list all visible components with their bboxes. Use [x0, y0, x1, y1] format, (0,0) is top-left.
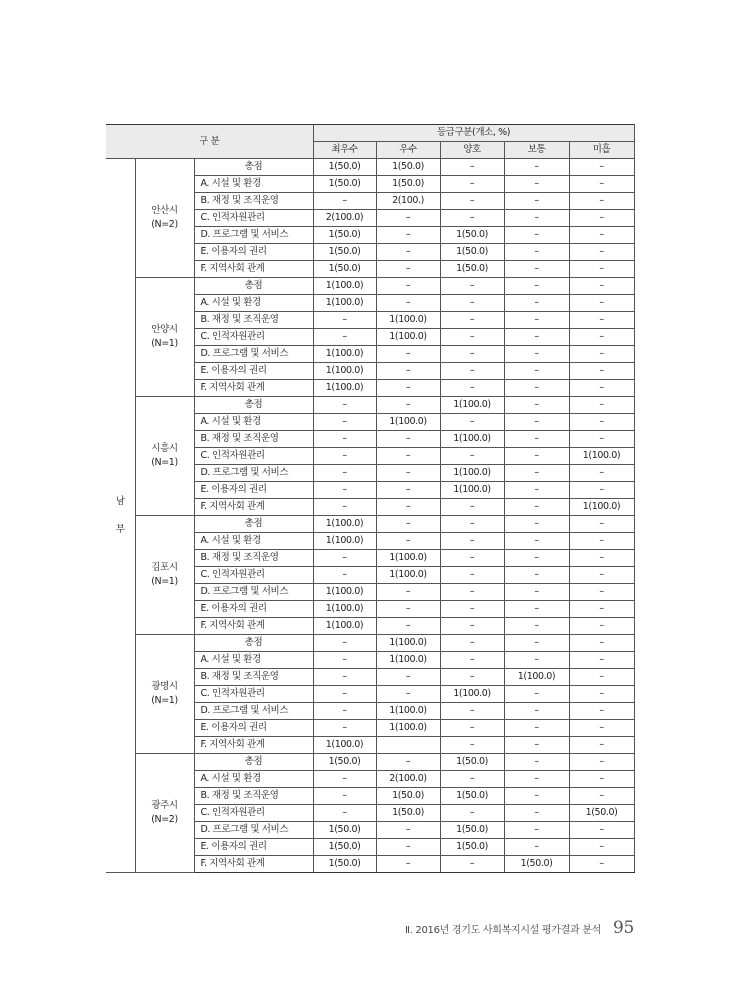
value-cell: – [440, 448, 504, 465]
value-cell: 1(100.0) [313, 584, 376, 601]
value-cell: – [504, 159, 569, 176]
value-cell: – [313, 788, 376, 805]
value-cell: – [504, 499, 569, 516]
value-cell: – [569, 380, 634, 397]
value-cell: – [569, 295, 634, 312]
value-cell: – [376, 499, 440, 516]
value-cell: – [569, 261, 634, 278]
value-cell: 1(50.0) [440, 788, 504, 805]
value-cell: 1(50.0) [313, 159, 376, 176]
value-cell: – [440, 414, 504, 431]
value-cell: – [376, 839, 440, 856]
value-cell: 1(50.0) [313, 227, 376, 244]
value-cell: – [504, 363, 569, 380]
running-footer-text: Ⅱ. 2016년 경기도 사회복지시설 평가결과 분석 [405, 925, 601, 936]
value-cell: – [440, 635, 504, 652]
value-cell: 1(100.0) [440, 397, 504, 414]
item-label: B. 재정 및 조직운영 [194, 788, 313, 805]
city-cell [135, 516, 194, 635]
value-cell: – [504, 686, 569, 703]
value-cell: – [440, 176, 504, 193]
value-cell: – [440, 550, 504, 567]
value-cell: – [440, 703, 504, 720]
value-cell: – [569, 346, 634, 363]
value-cell: 1(100.0) [376, 652, 440, 669]
value-cell: – [313, 669, 376, 686]
value-cell: 2(100.) [376, 193, 440, 210]
value-cell: – [504, 346, 569, 363]
value-cell: – [376, 516, 440, 533]
value-cell: 1(50.0) [313, 839, 376, 856]
value-cell: – [376, 397, 440, 414]
value-cell: 1(50.0) [376, 176, 440, 193]
item-label: F. 지역사회 관계 [194, 261, 313, 278]
value-cell: – [313, 482, 376, 499]
header-grade-fair: 양호 [440, 142, 504, 159]
city-count: (N=1) [151, 695, 178, 706]
value-cell: – [313, 805, 376, 822]
item-label: 총점 [194, 754, 313, 771]
item-label: A. 시설 및 환경 [194, 771, 313, 788]
value-cell: – [504, 397, 569, 414]
value-cell: 1(100.0) [440, 465, 504, 482]
value-cell: – [376, 210, 440, 227]
item-label: D. 프로그램 및 서비스 [194, 703, 313, 720]
item-label: E. 이용자의 권리 [194, 244, 313, 261]
table-row [106, 278, 634, 295]
value-cell: 1(50.0) [440, 839, 504, 856]
value-cell: 1(50.0) [440, 822, 504, 839]
item-label: E. 이용자의 권리 [194, 601, 313, 618]
value-cell: 1(50.0) [376, 788, 440, 805]
value-cell: – [504, 805, 569, 822]
value-cell: 1(100.0) [313, 346, 376, 363]
item-label: 총점 [194, 516, 313, 533]
table-row [106, 754, 634, 771]
value-cell: – [569, 397, 634, 414]
value-cell: – [313, 550, 376, 567]
item-label: F. 지역사회 관계 [194, 380, 313, 397]
value-cell: 1(50.0) [504, 856, 569, 873]
value-cell: – [569, 244, 634, 261]
value-cell: – [569, 278, 634, 295]
value-cell: – [569, 720, 634, 737]
value-cell: – [569, 737, 634, 754]
value-cell: – [504, 431, 569, 448]
value-cell: – [376, 601, 440, 618]
value-cell: – [504, 601, 569, 618]
value-cell: – [440, 210, 504, 227]
city-name: 김포시 [151, 562, 178, 573]
city-count: (N=1) [151, 576, 178, 587]
item-label: B. 재정 및 조직운영 [194, 193, 313, 210]
value-cell: – [376, 363, 440, 380]
value-cell: – [504, 533, 569, 550]
value-cell: – [569, 482, 634, 499]
header-grade-excellent: 최우수 [313, 142, 376, 159]
value-cell: – [313, 465, 376, 482]
item-label: F. 지역사회 관계 [194, 737, 313, 754]
grade-table-container [106, 124, 634, 873]
value-cell: – [504, 737, 569, 754]
city-name: 광주시 [151, 800, 178, 811]
value-cell: 1(100.0) [313, 601, 376, 618]
value-cell: – [504, 720, 569, 737]
value-cell: – [569, 329, 634, 346]
table-row [106, 159, 634, 176]
value-cell: – [504, 380, 569, 397]
table-row [106, 397, 634, 414]
item-label: D. 프로그램 및 서비스 [194, 346, 313, 363]
city-cell [135, 397, 194, 516]
value-cell: – [313, 431, 376, 448]
item-label: B. 재정 및 조직운영 [194, 550, 313, 567]
grade-distribution-table [106, 124, 635, 873]
item-label: B. 재정 및 조직운영 [194, 312, 313, 329]
page-number: 95 [612, 918, 634, 938]
region-label-char: 부 [115, 523, 125, 535]
value-cell: 1(100.0) [313, 380, 376, 397]
item-label: 총점 [194, 278, 313, 295]
value-cell: – [376, 465, 440, 482]
value-cell: – [569, 159, 634, 176]
value-cell: 2(100.0) [313, 210, 376, 227]
value-cell: 1(50.0) [440, 244, 504, 261]
value-cell: – [376, 431, 440, 448]
value-cell: – [504, 550, 569, 567]
item-label: E. 이용자의 권리 [194, 720, 313, 737]
value-cell [376, 737, 440, 754]
value-cell: 1(100.0) [440, 482, 504, 499]
value-cell: 1(50.0) [440, 227, 504, 244]
item-label: A. 시설 및 환경 [194, 652, 313, 669]
value-cell: – [504, 329, 569, 346]
item-label: C. 인적자원관리 [194, 686, 313, 703]
value-cell: – [313, 329, 376, 346]
value-cell: – [440, 601, 504, 618]
value-cell: – [504, 448, 569, 465]
value-cell: – [504, 465, 569, 482]
value-cell: 1(50.0) [440, 754, 504, 771]
value-cell: – [313, 703, 376, 720]
value-cell: 1(100.0) [313, 618, 376, 635]
table-body [106, 159, 634, 873]
value-cell: – [504, 788, 569, 805]
value-cell: – [440, 295, 504, 312]
item-label: D. 프로그램 및 서비스 [194, 465, 313, 482]
value-cell: 1(50.0) [569, 805, 634, 822]
item-label: C. 인적자원관리 [194, 329, 313, 346]
value-cell: 1(50.0) [313, 261, 376, 278]
value-cell: 1(100.0) [313, 278, 376, 295]
item-label: F. 지역사회 관계 [194, 856, 313, 873]
item-label: 총점 [194, 635, 313, 652]
value-cell: – [313, 499, 376, 516]
value-cell: – [504, 635, 569, 652]
value-cell: – [376, 482, 440, 499]
value-cell: – [440, 584, 504, 601]
value-cell: – [440, 499, 504, 516]
value-cell: – [569, 635, 634, 652]
item-label: E. 이용자의 권리 [194, 482, 313, 499]
value-cell: – [440, 329, 504, 346]
value-cell: – [440, 312, 504, 329]
value-cell: – [504, 312, 569, 329]
value-cell: – [313, 635, 376, 652]
value-cell: 1(100.0) [376, 720, 440, 737]
value-cell: – [504, 703, 569, 720]
value-cell: – [313, 720, 376, 737]
value-cell: 1(50.0) [313, 754, 376, 771]
value-cell: – [376, 227, 440, 244]
value-cell: – [440, 618, 504, 635]
item-label: A. 시설 및 환경 [194, 533, 313, 550]
value-cell: – [569, 788, 634, 805]
value-cell: – [569, 686, 634, 703]
item-label: D. 프로그램 및 서비스 [194, 822, 313, 839]
city-count: (N=1) [151, 457, 178, 468]
item-label: E. 이용자의 권리 [194, 363, 313, 380]
value-cell: – [313, 312, 376, 329]
value-cell: – [313, 397, 376, 414]
value-cell: – [504, 516, 569, 533]
value-cell: – [504, 193, 569, 210]
item-label: E. 이용자의 권리 [194, 839, 313, 856]
value-cell: – [504, 771, 569, 788]
value-cell: – [504, 567, 569, 584]
value-cell: – [504, 210, 569, 227]
value-cell: – [569, 822, 634, 839]
value-cell: 1(100.0) [376, 703, 440, 720]
item-label: 총점 [194, 397, 313, 414]
value-cell: 1(50.0) [376, 159, 440, 176]
value-cell: – [376, 244, 440, 261]
value-cell: 1(100.0) [313, 533, 376, 550]
value-cell: – [313, 193, 376, 210]
item-label: 총점 [194, 159, 313, 176]
item-label: C. 인적자원관리 [194, 805, 313, 822]
header-grade-good: 우수 [376, 142, 440, 159]
table-row [106, 635, 634, 652]
value-cell: – [504, 482, 569, 499]
value-cell: 1(100.0) [376, 329, 440, 346]
value-cell: – [440, 567, 504, 584]
item-label: B. 재정 및 조직운영 [194, 431, 313, 448]
value-cell: – [504, 176, 569, 193]
item-label: A. 시설 및 환경 [194, 295, 313, 312]
city-cell [135, 159, 194, 278]
item-label: F. 지역사회 관계 [194, 618, 313, 635]
value-cell: – [376, 754, 440, 771]
value-cell: – [376, 856, 440, 873]
city-name: 광명시 [151, 681, 178, 692]
value-cell: 1(100.0) [376, 414, 440, 431]
value-cell: – [313, 771, 376, 788]
value-cell: – [569, 533, 634, 550]
value-cell: – [569, 176, 634, 193]
value-cell: – [376, 533, 440, 550]
value-cell: 1(100.0) [376, 635, 440, 652]
value-cell: – [569, 227, 634, 244]
city-cell [135, 754, 194, 873]
value-cell: – [440, 193, 504, 210]
value-cell: – [440, 771, 504, 788]
value-cell: 1(50.0) [313, 176, 376, 193]
value-cell: – [569, 754, 634, 771]
city-count: (N=2) [151, 814, 178, 825]
value-cell: – [440, 516, 504, 533]
value-cell: – [504, 227, 569, 244]
value-cell: – [440, 856, 504, 873]
value-cell: – [569, 414, 634, 431]
header-grade-poor: 미흡 [569, 142, 634, 159]
value-cell: 1(100.0) [313, 295, 376, 312]
value-cell: 1(50.0) [313, 822, 376, 839]
value-cell: – [504, 278, 569, 295]
value-cell: – [376, 686, 440, 703]
value-cell: – [376, 618, 440, 635]
value-cell: – [504, 295, 569, 312]
value-cell: – [313, 567, 376, 584]
value-cell: 1(100.0) [376, 550, 440, 567]
value-cell: – [440, 363, 504, 380]
value-cell: – [504, 839, 569, 856]
city-count: (N=1) [151, 338, 178, 349]
value-cell: – [569, 601, 634, 618]
item-label: D. 프로그램 및 서비스 [194, 584, 313, 601]
value-cell: – [376, 261, 440, 278]
item-label: A. 시설 및 환경 [194, 176, 313, 193]
value-cell: – [440, 720, 504, 737]
value-cell: 1(100.0) [569, 499, 634, 516]
value-cell: 1(100.0) [376, 567, 440, 584]
value-cell: – [440, 278, 504, 295]
header-category: 구 분 [106, 125, 313, 159]
value-cell: – [504, 652, 569, 669]
value-cell: 1(100.0) [440, 686, 504, 703]
value-cell: 1(50.0) [376, 805, 440, 822]
value-cell: 1(100.0) [504, 669, 569, 686]
value-cell: – [313, 448, 376, 465]
value-cell: – [569, 567, 634, 584]
value-cell: – [440, 805, 504, 822]
value-cell: – [569, 669, 634, 686]
value-cell: – [504, 822, 569, 839]
value-cell: – [569, 771, 634, 788]
value-cell: – [440, 737, 504, 754]
value-cell: – [440, 652, 504, 669]
value-cell: – [569, 652, 634, 669]
region-label [106, 159, 135, 873]
value-cell: – [569, 516, 634, 533]
city-cell [135, 278, 194, 397]
city-name: 안산시 [151, 205, 178, 216]
value-cell: – [440, 380, 504, 397]
value-cell: – [376, 346, 440, 363]
value-cell: – [504, 414, 569, 431]
value-cell: – [504, 584, 569, 601]
value-cell: – [376, 295, 440, 312]
value-cell: – [569, 193, 634, 210]
value-cell: 1(50.0) [313, 244, 376, 261]
value-cell: – [504, 261, 569, 278]
item-label: B. 재정 및 조직운영 [194, 669, 313, 686]
value-cell: 1(100.0) [313, 363, 376, 380]
item-label: A. 시설 및 환경 [194, 414, 313, 431]
value-cell: – [313, 652, 376, 669]
value-cell: – [440, 533, 504, 550]
value-cell: 1(100.0) [569, 448, 634, 465]
value-cell: – [569, 431, 634, 448]
value-cell: 1(50.0) [440, 261, 504, 278]
value-cell: – [376, 278, 440, 295]
value-cell: – [569, 550, 634, 567]
value-cell: – [569, 584, 634, 601]
value-cell: – [569, 210, 634, 227]
value-cell: – [376, 822, 440, 839]
value-cell: 2(100.0) [376, 771, 440, 788]
item-label: C. 인적자원관리 [194, 448, 313, 465]
value-cell: – [569, 856, 634, 873]
city-count: (N=2) [151, 219, 178, 230]
item-label: F. 지역사회 관계 [194, 499, 313, 516]
value-cell: – [440, 346, 504, 363]
item-label: C. 인적자원관리 [194, 567, 313, 584]
value-cell: – [376, 669, 440, 686]
value-cell: – [569, 312, 634, 329]
value-cell: – [569, 363, 634, 380]
item-label: D. 프로그램 및 서비스 [194, 227, 313, 244]
value-cell: – [504, 754, 569, 771]
value-cell: – [376, 584, 440, 601]
value-cell: 1(100.0) [313, 516, 376, 533]
value-cell: – [504, 618, 569, 635]
city-name: 안양시 [151, 324, 178, 335]
header-grade-group: 등급구분(개소, %) [313, 125, 634, 142]
city-name: 시흥시 [151, 443, 178, 454]
value-cell: – [313, 686, 376, 703]
value-cell: – [569, 618, 634, 635]
value-cell: – [569, 465, 634, 482]
value-cell: – [440, 159, 504, 176]
table-row [106, 516, 634, 533]
value-cell: – [376, 448, 440, 465]
value-cell: 1(100.0) [376, 312, 440, 329]
value-cell: – [313, 414, 376, 431]
value-cell: 1(100.0) [440, 431, 504, 448]
region-label-char: 남 [115, 495, 125, 507]
value-cell: – [569, 703, 634, 720]
value-cell: – [569, 839, 634, 856]
value-cell: 1(50.0) [313, 856, 376, 873]
value-cell: – [440, 669, 504, 686]
value-cell: 1(100.0) [313, 737, 376, 754]
city-cell [135, 635, 194, 754]
page-footer [405, 918, 634, 938]
header-grade-average: 보통 [504, 142, 569, 159]
value-cell: – [504, 244, 569, 261]
value-cell: – [376, 380, 440, 397]
item-label: C. 인적자원관리 [194, 210, 313, 227]
